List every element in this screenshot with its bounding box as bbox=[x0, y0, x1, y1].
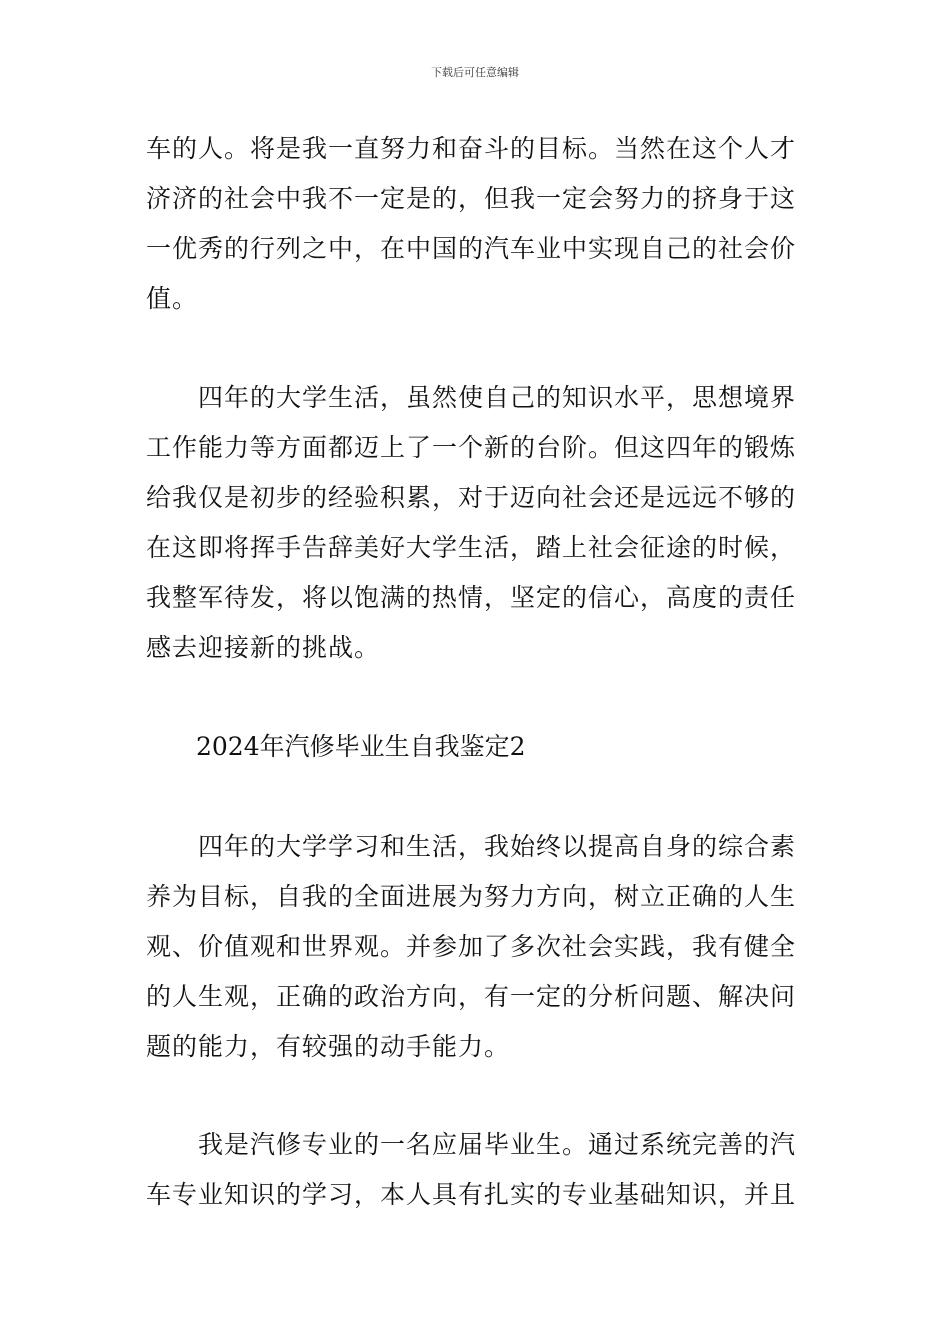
paragraph-line: 给我仅是初步的经验积累，对于迈向社会还是远远不够的 bbox=[146, 483, 797, 512]
paragraph-3 bbox=[146, 822, 810, 1072]
page-header-note: 下载后可任意编辑 bbox=[431, 66, 519, 79]
paragraph-line: 题的能力，有较强的动手能力。 bbox=[146, 1032, 511, 1061]
paragraph-line: 在这即将挥手告辞美好大学生活，踏上社会征途的时候， bbox=[146, 533, 797, 562]
paragraph-line: 我整军待发，将以饱满的热情，坚定的信心，高度的责任 bbox=[146, 583, 797, 612]
paragraph-4 bbox=[146, 1120, 810, 1220]
paragraph-line: 一优秀的行列之中，在中国的汽车业中实现自己的社会价 bbox=[146, 234, 797, 263]
paragraph-line: 四年的大学生活，虽然使自己的知识水平，思想境界 bbox=[198, 383, 797, 412]
paragraph-line: 车专业知识的学习，本人具有扎实的专业基础知识，并且 bbox=[146, 1180, 797, 1209]
paragraph-line: 观、价值观和世界观。并参加了多次社会实践，我有健全 bbox=[146, 932, 797, 961]
paragraph-line: 车的人。将是我一直努力和奋斗的目标。当然在这个人才 bbox=[146, 134, 797, 163]
paragraph-line: 养为目标，自我的全面进展为努力方向，树立正确的人生 bbox=[146, 882, 797, 911]
paragraph-line: 感去迎接新的挑战。 bbox=[146, 633, 381, 662]
paragraph-line: 四年的大学学习和生活，我始终以提高自身的综合素 bbox=[198, 832, 797, 861]
paragraph-line: 我是汽修专业的一名应届毕业生。通过系统完善的汽 bbox=[198, 1130, 797, 1159]
paragraph-1 bbox=[146, 124, 810, 324]
paragraph-line: 的人生观，正确的政治方向，有一定的分析问题、解决问 bbox=[146, 982, 797, 1011]
paragraph-line: 工作能力等方面都迈上了一个新的台阶。但这四年的锻炼 bbox=[146, 433, 797, 462]
section-heading: 2024年汽修毕业生自我鉴定2 bbox=[196, 732, 526, 761]
paragraph-line: 值。 bbox=[146, 284, 199, 313]
paragraph-2 bbox=[146, 373, 810, 673]
paragraph-line: 济济的社会中我不一定是的，但我一定会努力的挤身于这 bbox=[146, 184, 797, 213]
